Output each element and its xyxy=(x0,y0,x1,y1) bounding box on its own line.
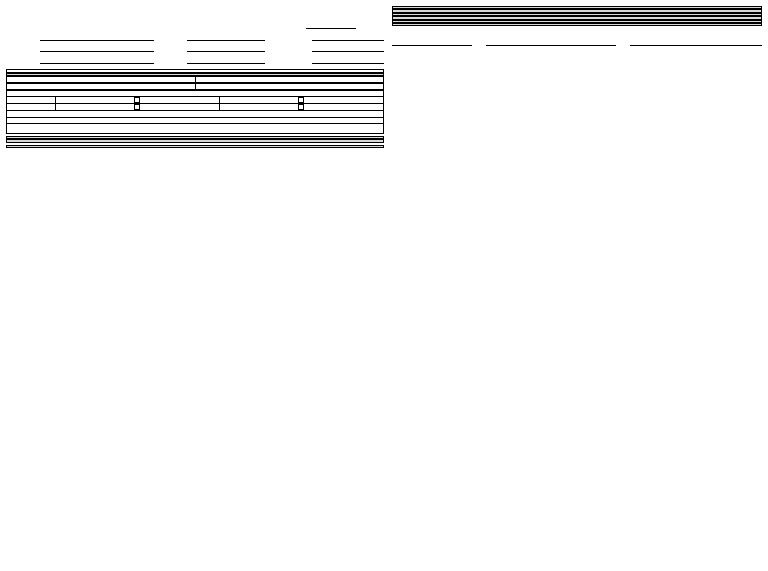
address-row xyxy=(6,45,384,52)
right-column xyxy=(392,0,762,48)
assets-header xyxy=(7,76,196,82)
annual-income-table xyxy=(6,83,384,90)
gi-q2-yes[interactable] xyxy=(56,104,220,111)
checkbox-icon[interactable] xyxy=(298,104,304,110)
signature-title-block-2[interactable] xyxy=(630,38,762,46)
business-input[interactable] xyxy=(187,57,265,64)
gi-q3-explain-row xyxy=(7,123,384,133)
signature-row xyxy=(392,38,762,46)
statement-date-field[interactable] xyxy=(6,24,384,29)
checkbox-icon[interactable] xyxy=(298,97,304,103)
gi-q1-row xyxy=(7,97,384,104)
general-information-table xyxy=(6,90,384,134)
gi-q2-label xyxy=(7,104,56,111)
email-input[interactable] xyxy=(40,57,154,64)
section-ii-b-header xyxy=(6,145,384,148)
checkbox-icon[interactable] xyxy=(134,97,140,103)
checkbox-icon[interactable] xyxy=(134,104,140,110)
email-row xyxy=(6,57,384,64)
gi-q2-row xyxy=(7,104,384,111)
section-ii-h-header xyxy=(392,23,762,26)
section-ii-a-header xyxy=(6,139,384,142)
date-signed-block[interactable] xyxy=(392,38,472,46)
gi-q2-no[interactable] xyxy=(220,104,384,111)
gi-q1-label xyxy=(7,97,56,104)
gi-q1-yes[interactable] xyxy=(56,97,220,104)
gi-q1-no[interactable] xyxy=(220,97,384,104)
city-input[interactable] xyxy=(187,45,265,52)
assets-liabilities-header-row xyxy=(7,76,384,82)
statezip-input[interactable] xyxy=(312,45,384,52)
gi-q3-explain[interactable] xyxy=(7,123,384,133)
name-row xyxy=(6,34,384,41)
left-column xyxy=(6,0,384,148)
annual-income-header xyxy=(7,84,196,90)
spouse-input[interactable] xyxy=(187,34,265,41)
ssn-input[interactable] xyxy=(312,34,384,41)
section-i-table xyxy=(6,76,384,83)
annual-income-header-row xyxy=(7,84,384,90)
liabilities-header xyxy=(195,76,384,82)
signature-title-block-1[interactable] xyxy=(486,38,616,46)
name-input[interactable] xyxy=(40,34,154,41)
annual-expenses-header xyxy=(195,84,384,90)
phone-input[interactable] xyxy=(312,57,384,64)
address-input[interactable] xyxy=(40,45,154,52)
